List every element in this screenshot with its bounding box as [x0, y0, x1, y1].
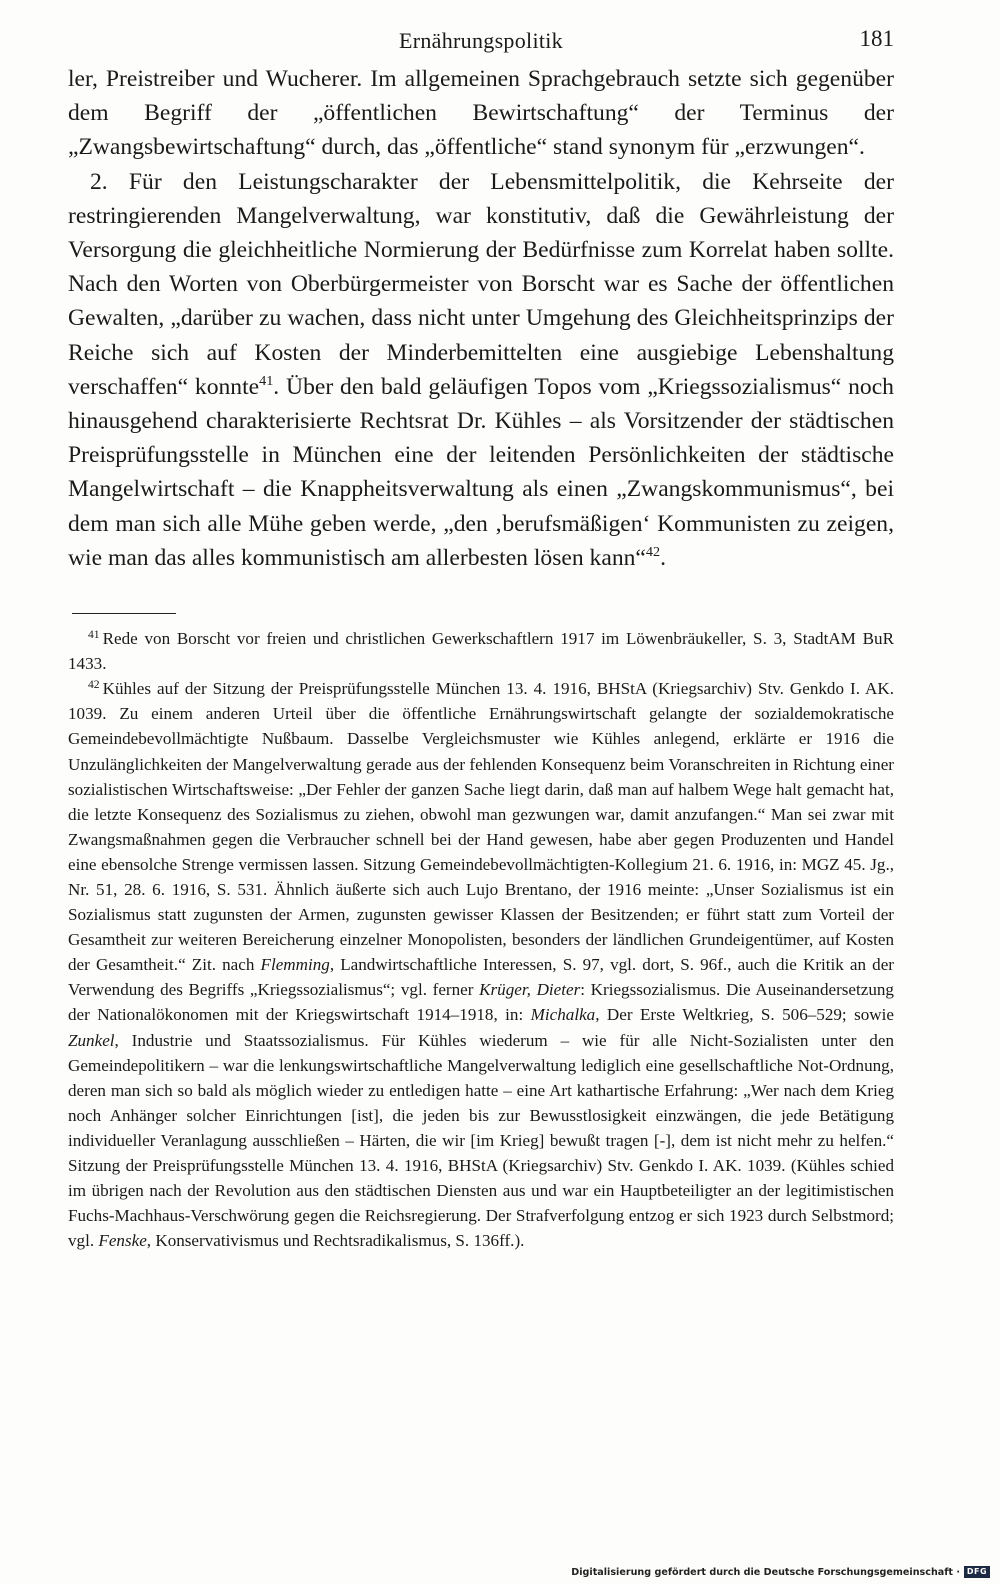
footnote-divider [72, 613, 176, 614]
author-krueger: Krüger, Dieter [479, 980, 581, 1000]
footnote-41 [68, 626, 894, 676]
credit-text: Digitalisierung gefördert durch die Deutsche Forschungsgemeinschaft · [571, 1566, 960, 1578]
paragraph-2-text-c: . [660, 544, 666, 571]
digitization-credit [571, 1566, 990, 1578]
running-title: Ernährungspolitik [399, 28, 563, 53]
paragraph-2-text-a: 2. Für den Leistungscharakter der Lebensmittelpolitik, die Kehrseite der restringierenden Mangelverwaltung, war konstitutiv, daß die Gewährleistung der Versorgung die gleichheitliche Normierung der Bedürfnisse zum Korrelat haben sollte. Nach den Worten von Oberbürgermeister von Borscht war es Sache der öffentlichen Gewalten, „darüber zu wachen, dass nicht unter Umgehung des Gleichheitsprinzips der Reiche sich auf Kosten der Minderbemittelten eine ausgiebige Lebenshaltung verschaffen“ konnte [68, 168, 894, 400]
footnote-41-mark: 41 [88, 628, 100, 642]
author-zunkel: Zunkel [68, 1030, 115, 1050]
footnote-42-text-1: Kühles auf der Sitzung der Preisprüfungsstelle München 13. 4. 1916, BHStA (Kriegsarchiv) Stv. Genkdo I. AK. 1039. Zu einem anderen Urteil über die öffentliche Ernährungswirtschaft gelangte der sozialdemokratische Gemeindebevollmächtigte Nußbaum. Dasselbe Vergleichsmuster wie Kühles anlegend, erklärte er 1916 die Unzulänglichkeiten der Mangelverwaltung gerade aus der fehlenden Konsequenz beim Voranschreiten in Richtung einer sozialistischen Wirtschaftsweise: „Der Fehler der ganzen Sache liegt darin, daß man auf halbem Wege halt gemacht hat, die letzte Konsequenz des Sozialismus zu ziehen, obwohl man gezwungen war, damit anzufangen.“ Man sei zwar mit Zwangsmaßnahmen gegen die Verbraucher schnell bei der Hand gewesen, habe aber gegen Produzenten und Handel eine ebensolche Strenge vermissen lassen. Sitzung Gemeindebevollmächtigten-Kollegium 21. 6. 1916, in: MGZ 45. Jg., Nr. 51, 28. 6. 1916, S. 531. Ähnlich äußerte sich auch Lujo Brentano, der 1916 meinte: „Unser Sozialismus ist ein Sozialismus statt zugunsten der Armen, zugunsten gewisser Klassen der Besitzenden; er führt statt zum Vorteil der Gesamtheit zur weiteren Bereicherung einzelner Monopolisten, besonders der ländlichen Grundeigentümer, auf Kosten der Gesamtheit.“ Zit. nach [68, 679, 894, 975]
paragraph-1: ler, Preistreiber und Wucherer. Im allgemeinen Sprachgebrauch setzte sich gegenüber dem Begriff der „öffentlichen Bewirtschaftung“ der Terminus der „Zwangsbewirtschaftung“ durch, das „öffentliche“ stand synonym für „erzwungen“. [68, 66, 894, 161]
footnote-42-text-3: : Kriegssozialismus. Die Auseinandersetzung der Nationalökonomen mit der Kriegswirtschaft 1914–1918, in: [68, 980, 894, 1025]
footnote-42-text-6: , Konservativismus und Rechtsradikalismus, S. 136ff.). [146, 1231, 525, 1251]
main-text [68, 62, 894, 575]
paragraph-2-text-b: . Über den bald geläufigen Topos vom „Kriegssozialismus“ noch hinausgehend charakterisierte Rechtsrat Dr. Kühles – als Vorsitzender der städtischen Preisprüfungsstelle in München eine der leitenden Persönlichkeiten der städtische Mangelwirtschaft – die Knappheitsverwaltung als einen „Zwangskommunismus“, bei dem man sich alle Mühe geben werde, „den ‚berufsmäßigen‘ Kommunisten zu zeigen, wie man das alles kommunistisch am allerbesten lösen kann“ [68, 373, 894, 571]
author-michalka: Michalka [530, 1005, 596, 1025]
paragraph-2 [68, 165, 894, 575]
author-fenske: Fenske [98, 1231, 147, 1251]
footnotes [68, 626, 894, 1253]
footnote-41-text: Rede von Borscht vor freien und christlichen Gewerkschaftlern 1917 im Löwenbräukeller, S. 3, StadtAM BuR 1433. [68, 629, 894, 674]
book-page [68, 22, 894, 1253]
footnote-42-mark: 42 [88, 678, 100, 692]
footnote-42-text-2: , Landwirtschaftliche Interessen, S. 97, vgl. dort, S. 96f., auch die Kritik an der Verwendung des Begriffs „Kriegssozialismus“; vgl. ferner [68, 955, 894, 1000]
page-number: 181 [859, 26, 894, 51]
footnote-ref-41: 41 [259, 372, 274, 389]
dfg-logo-icon: DFG [964, 1566, 990, 1578]
footnote-42-text-5: , Industrie und Staatssozialismus. Für Kühles wiederum – wie für alle Nicht-Sozialisten unter den Gemeindepolitikern – war die lenkungswirtschaftliche Mangelverwaltung lediglich eine gesellschaftliche Not-Ordnung, deren man sich so bald als möglich wieder zu entledigen hatte – eine Art kathartische Erfahrung: „Wer nach dem Krieg noch Anhänger solcher Einrichtungen [ist], die jeden bis zur Bewusstlosigkeit einzwängen, die jede Betätigung individueller Veranlagung ausschließen – Härten, die wir [im Krieg] bewußt tragen [-], dem ist nicht mehr zu helfen.“ Sitzung der Preisprüfungsstelle München 13. 4. 1916, BHStA (Kriegsarchiv) Stv. Genkdo I. AK. 1039. (Kühles schied im übrigen nach der Revolution aus den städtischen Diensten aus und war ein Hauptbeteiligter an der legitimistischen Fuchs-Machhaus-Verschwörung gegen die Reichsregierung. Der Strafverfolgung entzog er sich 1923 durch Selbstmord; vgl. [68, 1030, 894, 1251]
footnote-42 [68, 676, 894, 1253]
footnote-42-text-4: , Der Erste Weltkrieg, S. 506–529; sowie [595, 1005, 894, 1025]
author-flemming: Flemming [260, 955, 330, 975]
footnote-ref-42: 42 [645, 543, 661, 560]
running-head [68, 22, 894, 62]
